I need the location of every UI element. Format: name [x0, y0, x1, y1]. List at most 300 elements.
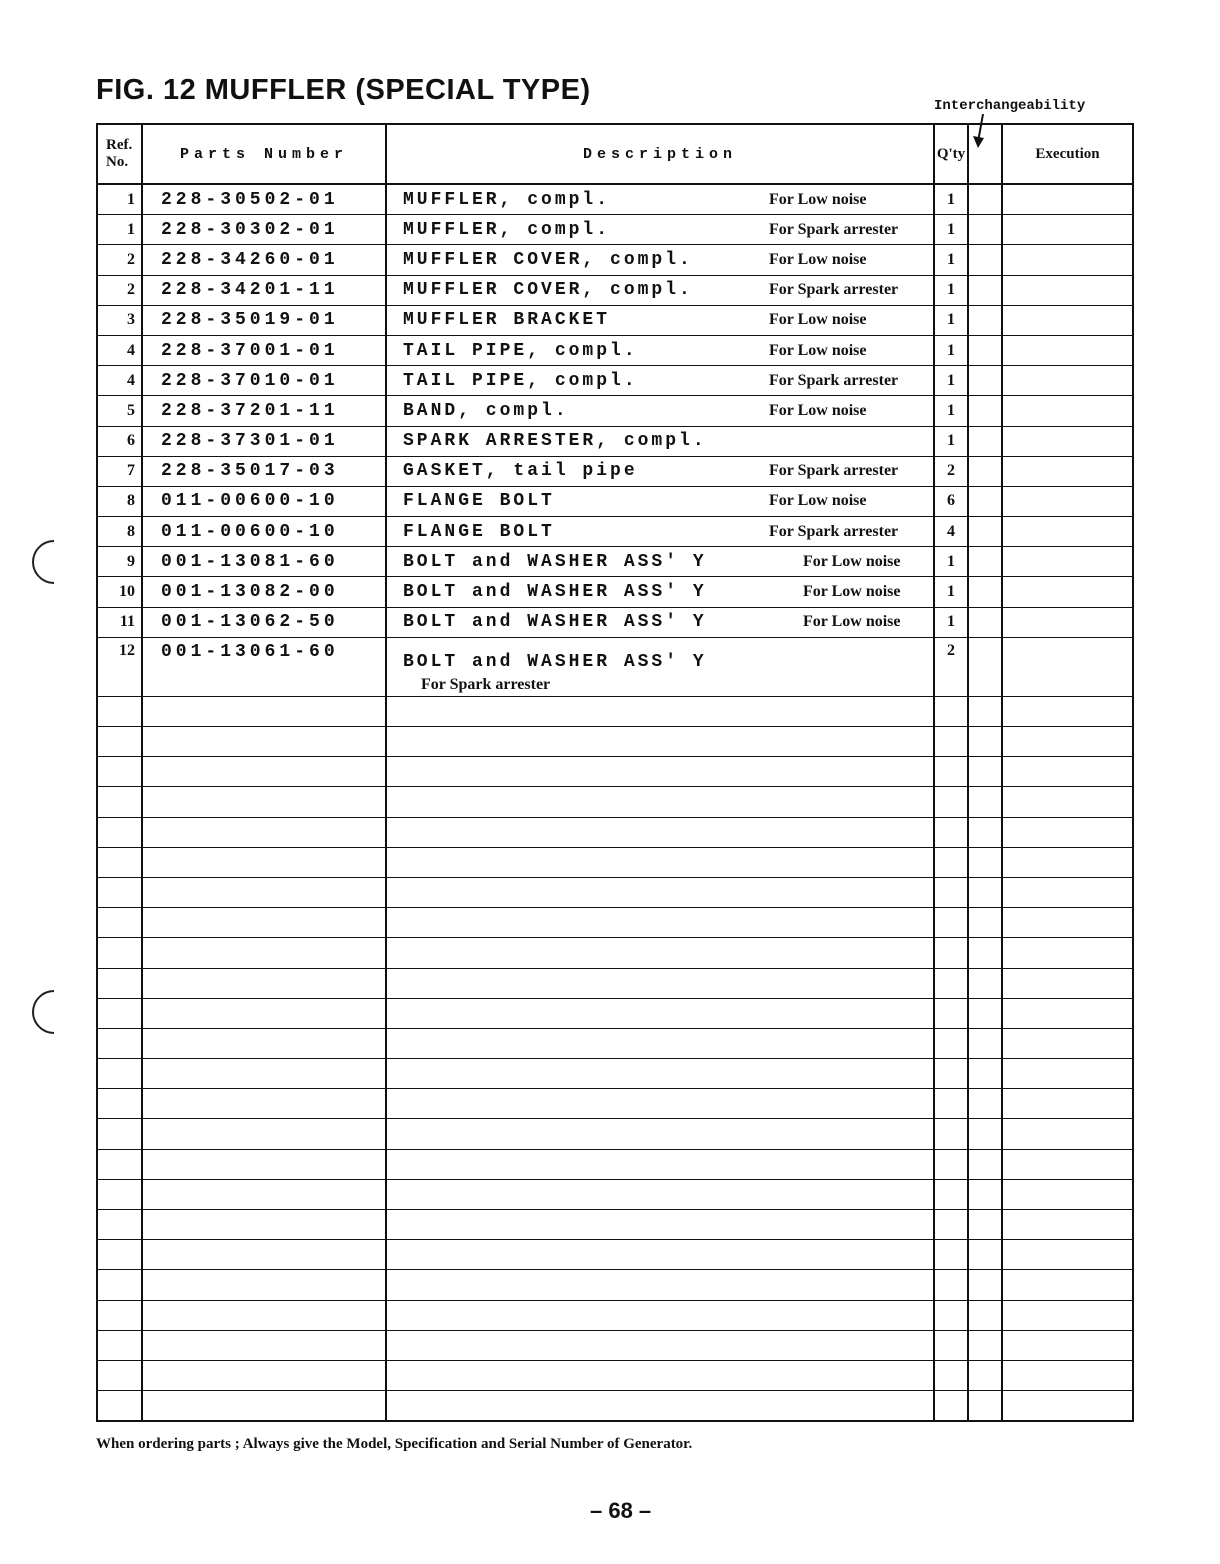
part-number-cell: 228-35019-01 — [142, 305, 386, 335]
empty-cell — [142, 727, 386, 757]
empty-cell — [934, 847, 968, 877]
empty-cell — [97, 968, 142, 998]
binder-hole-mark — [23, 531, 85, 593]
description-text: BOLT and WASHER ASS' Y — [403, 551, 707, 572]
empty-cell — [97, 817, 142, 847]
empty-cell — [968, 696, 1002, 726]
description-cell — [386, 184, 934, 215]
empty-cell — [97, 1210, 142, 1240]
empty-cell — [934, 1059, 968, 1089]
description-note: For Low noise — [803, 613, 901, 631]
empty-cell — [386, 1089, 934, 1119]
empty-cell — [97, 1270, 142, 1300]
ref-cell: 8 — [97, 486, 142, 516]
description-note: For Low noise — [803, 552, 901, 570]
empty-cell — [97, 757, 142, 787]
header-execution: Execution — [1002, 124, 1133, 184]
execution-cell — [1002, 637, 1133, 696]
empty-cell — [142, 1089, 386, 1119]
description-text: BOLT and WASHER ASS' Y — [403, 612, 707, 633]
execution-cell — [1002, 456, 1133, 486]
empty-cell — [97, 908, 142, 938]
description-cell — [386, 547, 934, 577]
interchangeability-cell — [968, 305, 1002, 335]
empty-cell — [968, 847, 1002, 877]
empty-cell — [1002, 968, 1133, 998]
description-cell — [386, 305, 934, 335]
description-cell — [386, 517, 934, 547]
part-number-cell: 228-35017-03 — [142, 456, 386, 486]
table-row — [97, 245, 1133, 275]
empty-cell — [142, 1119, 386, 1149]
ref-cell: 2 — [97, 245, 142, 275]
interchangeability-cell — [968, 607, 1002, 637]
empty-cell — [968, 877, 1002, 907]
empty-cell — [1002, 1059, 1133, 1089]
empty-table-row — [97, 1059, 1133, 1089]
interchangeability-cell — [968, 486, 1002, 516]
execution-cell — [1002, 184, 1133, 215]
empty-cell — [386, 1330, 934, 1360]
empty-cell — [934, 1210, 968, 1240]
table-row — [97, 426, 1133, 456]
interchangeability-cell — [968, 245, 1002, 275]
empty-cell — [1002, 908, 1133, 938]
empty-cell — [1002, 727, 1133, 757]
empty-table-row — [97, 1240, 1133, 1270]
execution-cell — [1002, 366, 1133, 396]
interchangeability-cell — [968, 275, 1002, 305]
empty-cell — [386, 1149, 934, 1179]
description-text: MUFFLER COVER, compl. — [403, 280, 693, 301]
empty-cell — [386, 1179, 934, 1209]
qty-cell: 1 — [934, 366, 968, 396]
empty-cell — [968, 817, 1002, 847]
ref-cell: 7 — [97, 456, 142, 486]
part-number-cell: 228-37201-11 — [142, 396, 386, 426]
empty-cell — [386, 1210, 934, 1240]
empty-cell — [1002, 696, 1133, 726]
description-text: FLANGE BOLT — [403, 521, 555, 542]
empty-cell — [934, 938, 968, 968]
empty-cell — [968, 757, 1002, 787]
execution-cell — [1002, 396, 1133, 426]
empty-cell — [386, 1119, 934, 1149]
empty-cell — [97, 1330, 142, 1360]
qty-cell: 1 — [934, 275, 968, 305]
empty-cell — [1002, 938, 1133, 968]
empty-cell — [968, 1149, 1002, 1179]
empty-table-row — [97, 757, 1133, 787]
table-row — [97, 637, 1133, 696]
empty-cell — [386, 938, 934, 968]
empty-cell — [142, 1210, 386, 1240]
qty-cell: 2 — [934, 637, 968, 696]
description-cell — [386, 275, 934, 305]
empty-cell — [142, 1059, 386, 1089]
description-text: SPARK ARRESTER, compl. — [403, 431, 707, 452]
execution-cell — [1002, 607, 1133, 637]
empty-cell — [142, 847, 386, 877]
interchangeability-cell — [968, 577, 1002, 607]
empty-cell — [386, 968, 934, 998]
execution-cell — [1002, 215, 1133, 245]
empty-table-row — [97, 938, 1133, 968]
empty-table-row — [97, 787, 1133, 817]
empty-cell — [968, 1360, 1002, 1390]
table-row — [97, 184, 1133, 215]
part-number-cell: 228-37001-01 — [142, 335, 386, 365]
empty-cell — [934, 787, 968, 817]
qty-cell: 1 — [934, 547, 968, 577]
empty-cell — [1002, 1391, 1133, 1422]
empty-cell — [386, 1300, 934, 1330]
execution-cell — [1002, 426, 1133, 456]
empty-cell — [1002, 1149, 1133, 1179]
empty-cell — [142, 1300, 386, 1330]
empty-cell — [386, 1270, 934, 1300]
description-cell — [386, 637, 934, 696]
empty-table-row — [97, 1210, 1133, 1240]
description-text: MUFFLER, compl. — [403, 219, 611, 240]
empty-cell — [968, 998, 1002, 1028]
description-text: TAIL PIPE, compl. — [403, 370, 638, 391]
empty-cell — [386, 727, 934, 757]
interchangeability-cell — [968, 426, 1002, 456]
empty-cell — [1002, 1360, 1133, 1390]
parts-table — [96, 123, 1134, 1422]
empty-cell — [97, 1179, 142, 1209]
header-qty: Q'ty — [934, 124, 968, 184]
description-text: BOLT and WASHER ASS' Y — [403, 582, 707, 603]
empty-cell — [97, 1059, 142, 1089]
empty-cell — [142, 998, 386, 1028]
empty-cell — [934, 968, 968, 998]
table-row — [97, 607, 1133, 637]
empty-cell — [97, 787, 142, 817]
part-number-cell: 228-34201-11 — [142, 275, 386, 305]
empty-cell — [386, 1360, 934, 1390]
empty-cell — [1002, 1179, 1133, 1209]
empty-cell — [934, 1270, 968, 1300]
description-note: For Spark arrester — [421, 675, 551, 693]
empty-cell — [142, 757, 386, 787]
empty-cell — [934, 1179, 968, 1209]
ref-cell: 4 — [97, 366, 142, 396]
table-row — [97, 305, 1133, 335]
empty-cell — [934, 877, 968, 907]
part-number-cell: 001-13082-00 — [142, 577, 386, 607]
empty-table-row — [97, 1330, 1133, 1360]
empty-table-row — [97, 968, 1133, 998]
empty-cell — [934, 817, 968, 847]
empty-cell — [934, 1240, 968, 1270]
execution-cell — [1002, 517, 1133, 547]
ordering-note: When ordering parts ; Always give the Model, Specification and Serial Number of Generator. — [96, 1436, 693, 1452]
execution-cell — [1002, 305, 1133, 335]
part-number-cell: 228-37301-01 — [142, 426, 386, 456]
table-row — [97, 335, 1133, 365]
part-number-cell: 011-00600-10 — [142, 486, 386, 516]
interchangeability-cell — [968, 396, 1002, 426]
part-number-cell: 001-13062-50 — [142, 607, 386, 637]
empty-cell — [934, 908, 968, 938]
ref-cell: 6 — [97, 426, 142, 456]
empty-cell — [1002, 1210, 1133, 1240]
empty-cell — [97, 1391, 142, 1422]
qty-cell: 1 — [934, 577, 968, 607]
table-row — [97, 396, 1133, 426]
interchangeability-cell — [968, 637, 1002, 696]
empty-cell — [97, 727, 142, 757]
empty-cell — [386, 1391, 934, 1422]
empty-cell — [968, 908, 1002, 938]
ref-cell: 10 — [97, 577, 142, 607]
header-parts-number: Parts Number — [142, 124, 386, 184]
description-text: MUFFLER BRACKET — [403, 310, 611, 331]
ref-cell: 4 — [97, 335, 142, 365]
description-cell — [386, 577, 934, 607]
part-number-cell: 001-13081-60 — [142, 547, 386, 577]
empty-cell — [934, 1300, 968, 1330]
empty-cell — [934, 696, 968, 726]
description-note: For Low noise — [769, 250, 867, 268]
empty-cell — [1002, 1270, 1133, 1300]
description-cell — [386, 366, 934, 396]
qty-cell: 1 — [934, 426, 968, 456]
description-note: For Low noise — [769, 492, 867, 510]
empty-cell — [97, 998, 142, 1028]
empty-table-row — [97, 1149, 1133, 1179]
empty-cell — [142, 1179, 386, 1209]
part-number-cell: 228-34260-01 — [142, 245, 386, 275]
empty-cell — [142, 1240, 386, 1270]
empty-table-row — [97, 1300, 1133, 1330]
part-number-cell: 011-00600-10 — [142, 517, 386, 547]
ref-cell: 2 — [97, 275, 142, 305]
interchangeability-cell — [968, 456, 1002, 486]
empty-cell — [386, 877, 934, 907]
ref-cell: 11 — [97, 607, 142, 637]
empty-cell — [97, 877, 142, 907]
description-cell — [386, 426, 934, 456]
description-cell — [386, 456, 934, 486]
ref-cell: 9 — [97, 547, 142, 577]
description-cell — [386, 245, 934, 275]
empty-cell — [142, 1391, 386, 1422]
empty-cell — [386, 757, 934, 787]
description-note: For Spark arrester — [769, 281, 899, 299]
empty-table-row — [97, 1391, 1133, 1422]
description-note: For Low noise — [769, 311, 867, 329]
description-cell — [386, 607, 934, 637]
description-text: BOLT and WASHER ASS' Y — [403, 651, 707, 672]
execution-cell — [1002, 486, 1133, 516]
page-number: – 68 – — [590, 1498, 652, 1523]
empty-cell — [97, 1240, 142, 1270]
empty-table-row — [97, 877, 1133, 907]
description-note: For Low noise — [769, 401, 867, 419]
empty-cell — [968, 1391, 1002, 1422]
header-interchangeability — [968, 124, 1002, 184]
empty-cell — [1002, 998, 1133, 1028]
description-note: For Spark arrester — [769, 220, 899, 238]
ref-cell: 1 — [97, 184, 142, 215]
table-row — [97, 275, 1133, 305]
description-text: FLANGE BOLT — [403, 491, 555, 512]
description-cell — [386, 335, 934, 365]
qty-cell: 1 — [934, 607, 968, 637]
empty-cell — [1002, 1119, 1133, 1149]
empty-cell — [142, 1028, 386, 1058]
empty-table-row — [97, 1270, 1133, 1300]
qty-cell: 1 — [934, 305, 968, 335]
empty-cell — [97, 1089, 142, 1119]
empty-cell — [934, 727, 968, 757]
description-note: For Spark arrester — [769, 371, 899, 389]
empty-cell — [1002, 817, 1133, 847]
header-ref-no: Ref. No. — [97, 124, 142, 184]
empty-cell — [934, 1089, 968, 1119]
empty-table-row — [97, 998, 1133, 1028]
qty-cell: 4 — [934, 517, 968, 547]
empty-cell — [968, 1089, 1002, 1119]
empty-cell — [142, 938, 386, 968]
empty-cell — [142, 1149, 386, 1179]
empty-cell — [386, 817, 934, 847]
interchangeability-cell — [968, 547, 1002, 577]
empty-cell — [934, 1149, 968, 1179]
empty-cell — [968, 1210, 1002, 1240]
empty-cell — [968, 1300, 1002, 1330]
empty-cell — [97, 1300, 142, 1330]
empty-cell — [968, 1270, 1002, 1300]
execution-cell — [1002, 335, 1133, 365]
empty-cell — [142, 817, 386, 847]
description-note: For Spark arrester — [769, 522, 899, 540]
part-number-cell: 228-37010-01 — [142, 366, 386, 396]
empty-cell — [968, 787, 1002, 817]
table-row — [97, 517, 1133, 547]
header-description: Description — [386, 124, 934, 184]
empty-cell — [968, 1119, 1002, 1149]
empty-cell — [1002, 1089, 1133, 1119]
empty-cell — [142, 877, 386, 907]
empty-cell — [142, 696, 386, 726]
empty-cell — [968, 938, 1002, 968]
ref-cell: 8 — [97, 517, 142, 547]
ref-cell: 5 — [97, 396, 142, 426]
empty-table-row — [97, 1028, 1133, 1058]
empty-table-row — [97, 817, 1133, 847]
qty-cell: 6 — [934, 486, 968, 516]
description-text: MUFFLER, compl. — [403, 189, 611, 210]
empty-cell — [1002, 1240, 1133, 1270]
page-title: FIG. 12 MUFFLER (SPECIAL TYPE) — [96, 74, 591, 106]
qty-cell: 1 — [934, 396, 968, 426]
execution-cell — [1002, 547, 1133, 577]
interchangeability-cell — [968, 335, 1002, 365]
description-cell — [386, 396, 934, 426]
qty-cell: 1 — [934, 184, 968, 215]
execution-cell — [1002, 275, 1133, 305]
execution-cell — [1002, 245, 1133, 275]
interchangeability-cell — [968, 184, 1002, 215]
qty-cell: 1 — [934, 215, 968, 245]
description-note: For Low noise — [769, 341, 867, 359]
empty-cell — [968, 968, 1002, 998]
table-row — [97, 577, 1133, 607]
empty-cell — [968, 1179, 1002, 1209]
empty-cell — [97, 1360, 142, 1390]
empty-cell — [1002, 787, 1133, 817]
empty-table-row — [97, 908, 1133, 938]
table-row — [97, 456, 1133, 486]
empty-cell — [968, 1028, 1002, 1058]
empty-cell — [1002, 1300, 1133, 1330]
table-row — [97, 215, 1133, 245]
interchangeability-cell — [968, 215, 1002, 245]
empty-cell — [386, 1059, 934, 1089]
empty-table-row — [97, 696, 1133, 726]
empty-table-row — [97, 1179, 1133, 1209]
qty-cell: 1 — [934, 245, 968, 275]
empty-cell — [97, 696, 142, 726]
empty-cell — [934, 1119, 968, 1149]
empty-table-row — [97, 1089, 1133, 1119]
empty-table-row — [97, 1360, 1133, 1390]
empty-cell — [1002, 847, 1133, 877]
part-number-cell: 228-30502-01 — [142, 184, 386, 215]
empty-cell — [386, 1240, 934, 1270]
empty-table-row — [97, 847, 1133, 877]
description-note: For Spark arrester — [769, 462, 899, 480]
empty-cell — [142, 1330, 386, 1360]
qty-cell: 2 — [934, 456, 968, 486]
empty-cell — [386, 787, 934, 817]
empty-cell — [934, 1028, 968, 1058]
qty-cell: 1 — [934, 335, 968, 365]
empty-cell — [968, 727, 1002, 757]
empty-cell — [142, 787, 386, 817]
description-cell — [386, 215, 934, 245]
empty-cell — [1002, 1028, 1133, 1058]
empty-cell — [1002, 877, 1133, 907]
empty-table-row — [97, 1119, 1133, 1149]
ref-cell: 3 — [97, 305, 142, 335]
empty-cell — [934, 1330, 968, 1360]
empty-cell — [968, 1240, 1002, 1270]
description-text: BAND, compl. — [403, 400, 569, 421]
empty-cell — [934, 998, 968, 1028]
description-text: TAIL PIPE, compl. — [403, 340, 638, 361]
description-text: GASKET, tail pipe — [403, 461, 638, 482]
empty-cell — [934, 1360, 968, 1390]
description-cell — [386, 486, 934, 516]
table-row — [97, 486, 1133, 516]
ref-cell: 1 — [97, 215, 142, 245]
empty-cell — [1002, 1330, 1133, 1360]
execution-cell — [1002, 577, 1133, 607]
interchangeability-cell — [968, 366, 1002, 396]
empty-cell — [97, 1149, 142, 1179]
ref-cell: 12 — [97, 637, 142, 696]
empty-cell — [97, 1119, 142, 1149]
empty-cell — [142, 968, 386, 998]
empty-cell — [386, 998, 934, 1028]
part-number-cell: 228-30302-01 — [142, 215, 386, 245]
empty-cell — [386, 847, 934, 877]
